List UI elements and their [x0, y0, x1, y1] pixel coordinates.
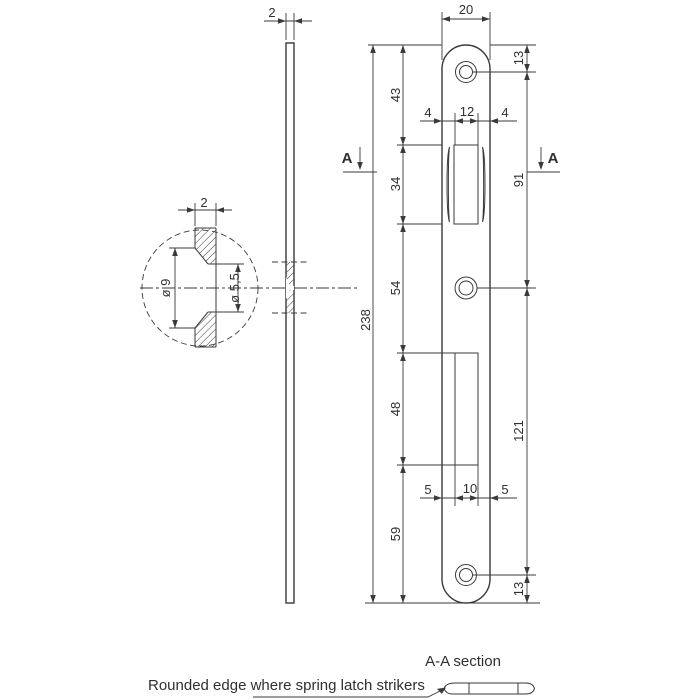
overall-length-dimension — [358, 45, 376, 603]
dim-label-overall-length: 238 — [358, 309, 373, 331]
detail-thickness-dimension — [178, 195, 232, 226]
dim-label-hole-spacing-top: 91 — [511, 172, 526, 188]
dim-label-bottom-hole-offset: 13 — [511, 581, 526, 597]
dim-label-inner-diameter: ø 5,5 — [227, 273, 242, 303]
dim-label-outer-diameter: ø 9 — [158, 278, 173, 298]
section-title: A-A section — [425, 653, 501, 670]
dim-label-48: 48 — [388, 401, 403, 417]
dim-label-bolt-offset-right: 5 — [501, 482, 509, 497]
dim-label-43: 43 — [388, 87, 403, 103]
detail-hatch-bottom — [195, 312, 216, 347]
dim-label-hole-spacing-bottom: 121 — [511, 420, 526, 442]
side-view — [264, 5, 312, 603]
dim-label-59: 59 — [388, 526, 403, 542]
dim-label-latch-offset-right: 4 — [501, 105, 509, 120]
section-marker-label-left: A — [341, 150, 353, 167]
section-middle-plate — [469, 683, 518, 694]
strike-plate-outline — [442, 45, 490, 603]
left-chain-dimension — [388, 45, 406, 603]
dim-label-top-hole-offset: 13 — [511, 50, 526, 66]
dim-label-side-thickness: 2 — [268, 5, 276, 20]
dim-label-34: 34 — [388, 176, 403, 192]
dim-label-bolt-offset-left: 5 — [424, 482, 432, 497]
detail-hatch-top — [195, 228, 216, 264]
side-view-plate — [286, 43, 294, 603]
note-text: Rounded edge where spring latch strikers — [148, 677, 425, 694]
section-left-piece — [444, 683, 469, 694]
dim-label-54: 54 — [388, 280, 403, 296]
right-chain-dimension — [511, 45, 530, 603]
section-marker-label-right: A — [547, 150, 559, 167]
dim-label-latch-width: 12 — [459, 104, 475, 119]
section-view — [148, 653, 535, 697]
dim-label-plate-width: 20 — [458, 2, 474, 17]
dim-label-latch-offset-left: 4 — [424, 105, 432, 120]
dim-label-detail-thickness: 2 — [200, 195, 208, 210]
section-marker-right — [527, 147, 560, 172]
side-thickness-dimension — [264, 5, 312, 40]
detail-view — [142, 195, 258, 347]
dim-label-bolt-width: 10 — [462, 481, 478, 496]
front-view — [442, 45, 490, 603]
section-marker-left — [342, 147, 377, 172]
section-right-piece — [518, 683, 535, 694]
